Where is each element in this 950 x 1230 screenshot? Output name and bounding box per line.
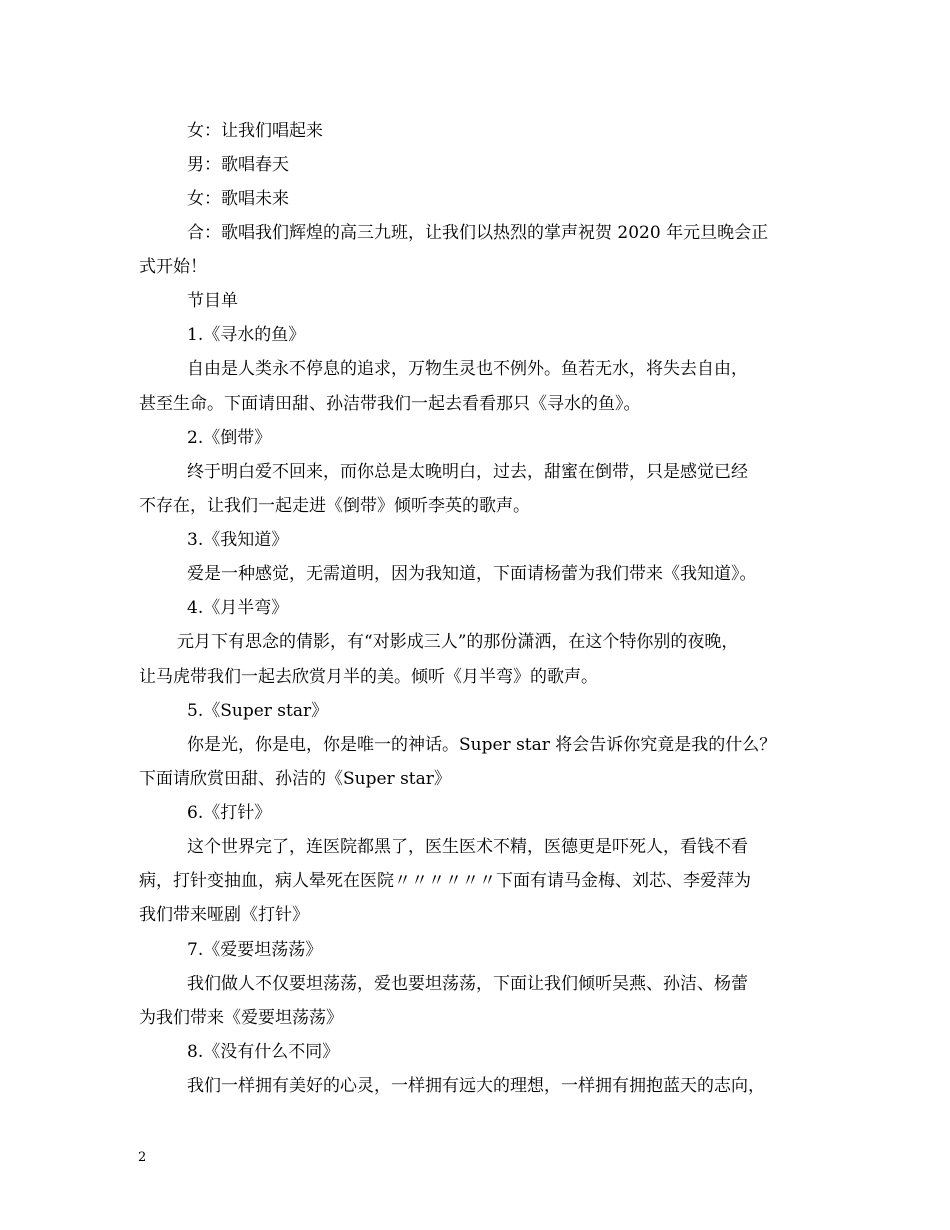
text-line: 我们带来哑剧《打针》 — [139, 905, 309, 925]
page-number: 2 — [138, 1150, 147, 1165]
text-line: 6.《打针》 — [187, 803, 272, 823]
text-line: 这个世界完了，连医院都黑了，医生医术不精，医德更是吓死人，看钱不看 — [187, 837, 748, 857]
text-line: 7.《爱要坦荡荡》 — [187, 940, 323, 960]
text-line: 让马虎带我们一起去欣赏月半的美。倾听《月半弯》的歌声。 — [139, 667, 598, 687]
text-line: 3.《我知道》 — [187, 530, 289, 550]
text-line: 1.《寻水的鱼》 — [187, 325, 306, 345]
text-line: 节目单 — [187, 291, 238, 311]
text-line: 终于明白爱不回来，而你总是太晚明白，过去，甜蜜在倒带，只是感觉已经 — [187, 462, 748, 482]
text-line: 8.《没有什么不同》 — [187, 1042, 340, 1062]
text-line: 我们一样拥有美好的心灵，一样拥有远大的理想，一样拥有拥抱蓝天的志向， — [187, 1076, 765, 1096]
text-line: 不存在，让我们一起走进《倒带》倾听李英的歌声。 — [139, 496, 530, 516]
text-line: 合：歌唱我们辉煌的高三九班，让我们以热烈的掌声祝贺 2020 年元旦晚会正 — [187, 223, 769, 243]
text-line: 男：歌唱春天 — [187, 155, 289, 175]
text-line: 式开始！ — [139, 257, 207, 277]
text-line: 女：歌唱未来 — [187, 189, 289, 209]
text-line: 自由是人类永不停息的追求，万物生灵也不例外。鱼若无水，将失去自由， — [187, 359, 748, 379]
text-line: 5.《Super star》 — [187, 701, 329, 721]
text-line: 病，打针变抽血，病人晕死在医院〃〃〃〃〃〃下面有请马金梅、刘芯、李爱萍为 — [139, 871, 751, 891]
text-line: 下面请欣赏田甜、孙洁的《Super star》 — [139, 769, 451, 789]
text-line: 甚至生命。下面请田甜、孙洁带我们一起去看看那只《寻水的鱼》。 — [139, 394, 641, 414]
text-line: 你是光，你是电，你是唯一的神话。Super star 将会告诉你究竟是我的什么？ — [187, 735, 777, 755]
text-line: 2.《倒带》 — [187, 428, 272, 448]
text-line: 为我们带来《爱要坦荡荡》 — [139, 1008, 343, 1028]
text-line: 4.《月半弯》 — [187, 598, 289, 618]
text-line: 我们做人不仅要坦荡荡，爱也要坦荡荡，下面让我们倾听吴燕、孙洁、杨蕾 — [187, 974, 748, 994]
text-line: 爱是一种感觉，无需道明，因为我知道，下面请杨蕾为我们带来《我知道》。 — [187, 564, 757, 584]
text-line: 女：让我们唱起来 — [187, 121, 323, 141]
text-line: 元月下有思念的倩影，有“对影成三人”的那份潇洒，在这个特你别的夜晚， — [177, 632, 739, 652]
